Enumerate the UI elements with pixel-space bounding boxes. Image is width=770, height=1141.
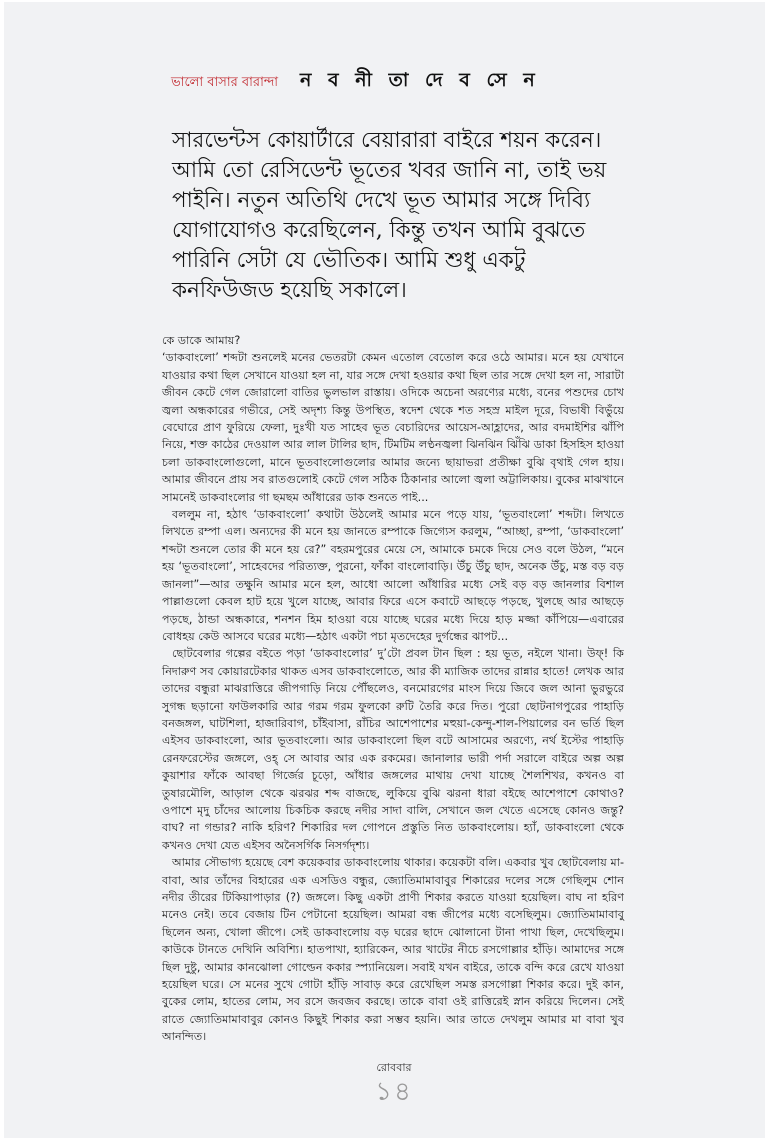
magazine-page (4, 2, 765, 1138)
pull-quote: সারভেন্টস কোয়ার্টারে বেয়ারারা বাইরে শয়ন করেন। আমি তো রেসিডেন্ট ভূতের খবর জানি না, তাই ভয় পাইনি। নতুন অতিথি দেখে ভূত আমার সঙ্গে দিব্যি যোগাযোগও করেছিলেন, কিন্তু তখন আমি বুঝতে পারিনি সেটা যে ভৌতিক। আমি শুধু একটু কনফিউজড হয়েছি সকালে। (172, 128, 607, 303)
body-paragraph: আমার সৌভাগ্য হয়েছে বেশ কয়েকবার ডাকবাংলোয় থাকার। কয়েকটা বলি। একবার খুব ছোটবেলায় মা-বাবা, আর তাঁদের বিহারের এক এসডিও বন্ধুর, জ্যোতিমামাবাবুর শিকারের দলের সঙ্গে গেছিলুম শোন নদীর তীরের টিকিয়াপাড়ার (?) জঙ্গলে। কিছু একটা প্রাণী শিকার করতে যাওয়া হয়েছিল। বাঘ না হরিণ মনেও নেই। তবে বেজায় টিন পেটানো হয়েছিল। আমরা বন্ধ জীপের মধ্যে বসেছিলুম। জ্যোতিমামাবাবু ছিলেন অন্য, খোলা জীপে। সেই ডাকবাংলোয় বড় ঘরের ছাদে ঝোলানো টানা পাখা ছিল, দেখেছিলুম। কাউকে টানতে দেখিনি অবিশ্যি। হাতপাখা, হ্যারিকেন, আর খাটের নীচে রসগোল্লার হাঁড়ি। আমাদের সঙ্গে ছিল দুষ্টু, আমার কানঝোলা গোল্ডেন ককার স্প্যানিয়েল। সবাই যখন বাইরে, তাকে বন্দি করে রেখে যাওয়া হয়েছিল ঘরে। সে মনের সুখে গোটা হাঁড়ি সাবাড় করে রেখেছিল সমস্ত রসগোল্লা শিকার করে। দুই কান, বুকের লোম, হাতের লোম, সব রসে জবজব করছে। তাকে বাবা ওই রাত্তিরেই স্নান করিয়ে দিলেন। সেই রাতে জ্যোতিমামাবাবুর কোনও কিছুই শিকার করা সম্ভব হয়নি। আর তাতে দেখলুম আমার মা বাবা খুব আনন্দিত। (162, 856, 624, 1044)
magazine-name: রোববার (376, 1061, 412, 1074)
page-header (171, 66, 540, 98)
author-name: ন ব নী তা দে ব সে ন (300, 69, 540, 91)
body-paragraph: ছোটবেলার গল্পের বইতে পড়া ‘ডাকবাংলোর’ দু’টো প্রবল টান ছিল : হয় ভূত, নইলে খানা। উফ্‌! কি নিদারুণ সব কোয়ারটেকার থাকত এসব ডাকবাংলোতে, আর কী ম্যাজিক তাদের রান্নার হাতে! লেখক আর তাদের বন্ধুরা মাঝরাত্তিরে জীপগাড়ি নিয়ে পৌঁছলেও, বনমোরগের মাংস দিয়ে জিবে জল আনা ভুরভুরে সুগন্ধ ছড়ানো ফাউলকারি আর গরম গরম ফুলকো রুটি তৈরি করে দিত। পুরো ছোটনাগপুরের পাহাড়ি বনজঙ্গল, ঘাটশিলা, হাজারিবাগ, চাঁইবাসা, রাঁচির আশেপাশের মহুয়া-কেন্দু-শাল-পিয়ালের বন ভর্তি ছিল এইসব ডাকবাংলো, আর ভূতবাংলো। আর ডাকবাংলো ছিল বটে আসামের অরণ্যে, নর্থ ইস্টের পাহাড়ি রেনফরেস্টের জঙ্গলে, ওহ্‌ সে আবার আর এক রকমের। জানালার ভারী পর্দা সরালে বাইরে অল্প অল্প কুয়াশার ফাঁকে আবছা গির্জের চূড়ো, আঁধার জঙ্গলের মাথায় দেখা যাচ্ছে শৈলশিখর, কখনও বা তুষারমৌলি, আড়াল থেকে ঝরঝর শব্দ বাজছে, লুকিয়ে বুঝি ঝরনা ধারা বইছে আশেপাশে কোথাও? ওপাশে মৃদু চাঁদের আলোয় চিকচিক করছে নদীর সাদা বালি, সেখানে জল খেতে এসেছে কোনও জন্তু? বাঘ? না গন্ডার? নাকি হরিণ? শিকারির দল গোপনে প্রস্তুতি নিত ডাকবাংলোয়। হ্যাঁ, ডাকবাংলো থেকে কখনও দেখা যেত এইসব অনৈসর্গিক নিসর্গদৃশ্য। (162, 647, 624, 852)
page-footer (344, 1059, 444, 1106)
article-body (162, 332, 624, 1046)
column-name: ভালো বাসার বারান্দা (171, 75, 279, 90)
body-paragraph: বললুম না, হঠাৎ ‘ডাকবাংলো’ কথাটা উঠলেই আমার মনে পড়ে যায়, ‘ভূতবাংলো’ শব্দটা। লিখতে লিখতে রম্পা এল। অন্যদের কী মনে হয় জানতে রম্পাকে জিগ্যেস করলুম, “আচ্ছা, রম্পা, ‘ডাকবাংলো’ শব্দটা শুনলে তোর কী মনে হয় রে?” বহরমপুরের মেয়ে সে, আমাকে চমকে দিয়ে সেও বলে উঠল, “মনে হয় ‘ভূতবাংলো’, সাহেবদের পরিত্যক্ত, পুরনো, ফাঁকা বাংলোবাড়ি। উঁচু উঁচু ছাদ, অনেক উঁচু, মস্ত বড় বড় জানলা”—আর তক্ষুনি আমার মনে হল, আধো আলো আঁধারির মধ্যে সেই বড় বড় জানলার বিশাল পাল্লাগুলো কেবল হাট হয়ে খুলে যাচ্ছে, আবার ফিরে এসে কবাটে আছড়ে পড়ছে, খুলছে আর আছড়ে পড়ছে, ঠান্ডা অন্ধকারে, শনশন হিম হাওয়া বয়ে যাচ্ছে ঘরের মধ্যে দিয়ে হাড় মজ্জা কাঁপিয়ে—এবারের বোধহয় কেউ আসবে ঘরের মধ্যে—হঠাৎ একটা পচা মৃতদেহের দুর্গন্ধের ঝাপট... (162, 508, 624, 643)
page-number: ১৪ (375, 1077, 413, 1107)
section-heading: কে ডাকে আমায়? (162, 334, 241, 347)
body-paragraph: ‘ডাকবাংলো’ শব্দটা শুনলেই মনের ভেতরটা কেমন এতোল বেতোল করে ওঠে আমার। মনে হয় যেখানে যাওয়ার কথা ছিল সেখানে যাওয়া হল না, যার সঙ্গে দেখা হওয়ার কথা ছিল তার সঙ্গে দেখা হল না, সারাটা জীবন কেটে গেল জোরালো বাতির ভুলভাল রাস্তায়। ওদিকে অচেনা অরণ্যের মধ্যে, বনের পশুদের চোখ জ্বলা অন্ধকারের গভীরে, সেই অদৃশ্য কিন্তু উপস্থিত, স্বদেশ থেকে শত সহস্র মাইল দূরে, বিভাষী বিভুঁয়ে বেঘোরে প্রাণ ফুরিয়ে ফেলা, দুঃখী যত সাহেব ভূত বেচারিদের আয়েস-আহ্লাদের, আর বদমাইশির ঝাঁপি নিয়ে, শক্ত কাঠের দেওয়াল আর লাল টালির ছাদ, টিমটিম লণ্ঠনজ্বলা ঝিনঝিন ঝিঁঝি ডাকা হিসহিস হাওয়া চলা ডাকবাংলোগুলো, মানে ভূতবাংলোগুলোর আমার জন্যে ছায়াভরা প্রতীক্ষা বুঝি বৃথাই গেল হায়। আমার জীবনে প্রায় সব রাতগুলোই কেটে গেল সঠিক ঠিকানার আলো জ্বলা অট্টালিকায়। বুকের মাঝখানে সামনেই ডাকবাংলোর গা ছমছম আঁধারের ডাক শুনতে পাই... (162, 351, 624, 504)
